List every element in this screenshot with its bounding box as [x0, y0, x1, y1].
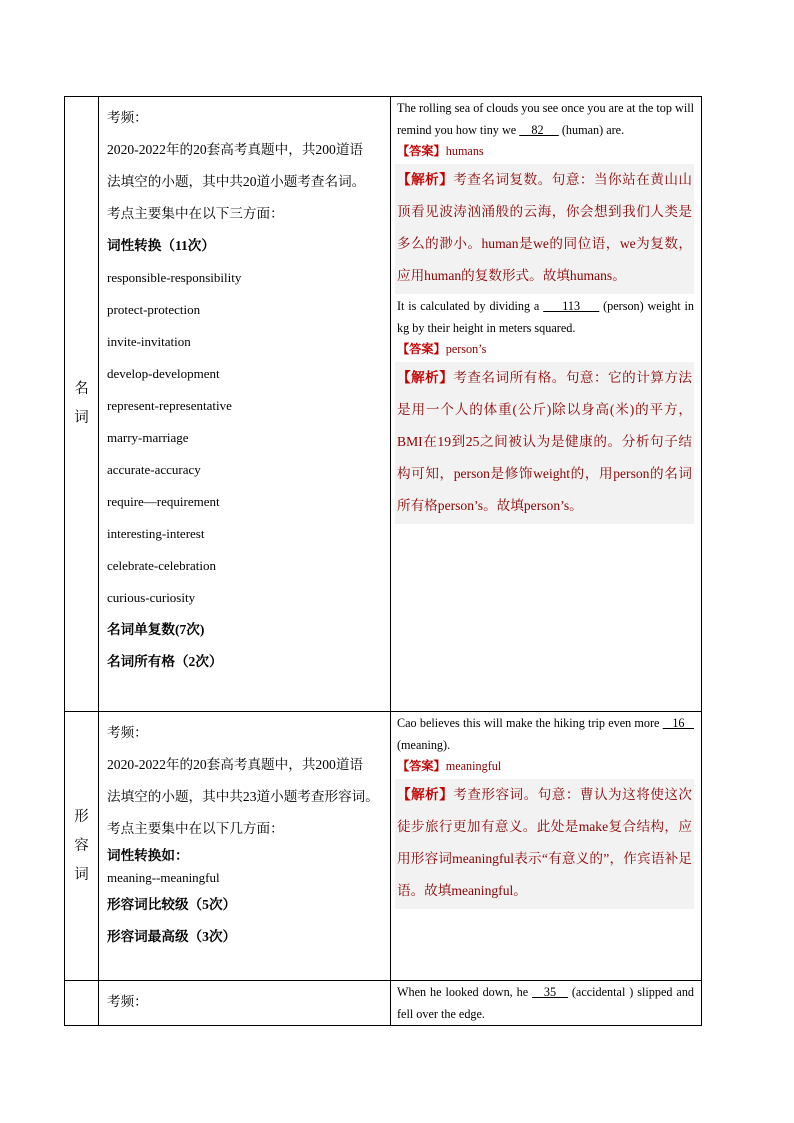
answer-value: person’s [445, 342, 487, 356]
answer-value: meaningful [445, 759, 502, 773]
question-text [397, 98, 694, 141]
question-text [397, 713, 694, 756]
section-row-noun [65, 97, 702, 712]
explanation-tag: 【解析】 [397, 370, 454, 385]
frequency-line: 2020-2022年的20套高考真题中，共200道语 [107, 142, 364, 157]
category-label [65, 803, 98, 890]
answer-line [397, 756, 694, 777]
answer-tag: 【答案】 [397, 144, 446, 158]
question-before: Cao believes this will make the hiking trip even more [397, 716, 663, 730]
question-before: It is calculated by dividing a [397, 299, 544, 313]
frequency-line: 考点主要集中在以下三方面： [107, 206, 284, 221]
category-char: 词 [74, 410, 89, 426]
frequency-line: 2020-2022年的20套高考真题中，共200道语 [107, 757, 364, 772]
answer-blank: 82 [519, 122, 559, 137]
question-after: (meaning). [397, 737, 451, 752]
frequency-line: 法填空的小题，其中共23道小题考查形容词。 [107, 789, 379, 804]
explanation-box [395, 362, 694, 524]
category-cell [65, 97, 99, 712]
subtopic-heading: 词性转换（11次） [107, 238, 215, 253]
subtopic-heading: 形容词比较级（5次） [107, 897, 237, 912]
category-char: 容 [74, 837, 89, 854]
frequency-line: celebrate-celebration [107, 558, 216, 573]
frequency-line: 考频： [107, 110, 148, 125]
frequency-line: meaning--meaningful [107, 870, 220, 885]
frequency-line: protect-protection [107, 302, 201, 317]
frequency-line: interesting-interest [107, 526, 205, 541]
subtopic-heading: 名词单复数(7次) [107, 622, 205, 637]
examples-cell [391, 712, 702, 981]
examples-cell [391, 97, 702, 712]
frequency-line: 考点主要集中在以下几方面： [107, 821, 284, 836]
frequency-line: responsible-responsibility [107, 270, 242, 285]
question-after: (accidental ) slipped and fell over the edge. [397, 985, 695, 1021]
explanation-text: 考查名词所有格。句意：它的计算方法是用一个人的体重(公斤)除以身高(米)的平方，BMI在19到25之间被认为是健康的。分析句子结构可知，person是修饰weight的，用person的名词所有格person’s。故填person’s。 [397, 370, 692, 513]
answer-value: humans [445, 144, 484, 158]
examples-cell [391, 981, 702, 1026]
frequency-line: 考频： [107, 994, 148, 1009]
frequency-cell [99, 712, 391, 981]
frequency-line: curious-curiosity [107, 590, 196, 605]
frequency-cell [99, 97, 391, 712]
frequency-line: marry-marriage [107, 430, 189, 445]
answer-blank: 113 [543, 299, 600, 313]
category-cell [65, 981, 99, 1026]
answer-tag: 【答案】 [397, 759, 446, 773]
frequency-line: represent-representative [107, 398, 232, 413]
exam-table [64, 96, 702, 1026]
explanation-box [395, 164, 694, 294]
subtopic-heading: 名词所有格（2次） [107, 654, 223, 669]
question-text [397, 982, 694, 1025]
category-cell [65, 712, 99, 981]
category-char: 形 [74, 808, 89, 825]
question-before: The rolling sea of clouds you see once you are at the top will remind you how tiny we [397, 101, 694, 137]
subtopic-heading: 词性转换如： [107, 848, 189, 863]
frequency-line: 法填空的小题，其中共20道小题考查名词。 [107, 174, 366, 189]
section-row-adverb [65, 981, 702, 1026]
explanation-text: 考查名词复数。句意：当你站在黄山山顶看见波涛汹涌般的云海，你会想到我们人类是多么的渺小。human是we的同位语，we为复数，应用human的复数形式。故填humans。 [397, 172, 692, 283]
explanation-text: 考查形容词。句意：曹认为这将使这次徒步旅行更加有意义。此处是make复合结构，应用形容词meaningful表示“有意义的”，作宾语补足语。故填meaningful。 [397, 787, 692, 898]
answer-tag: 【答案】 [397, 342, 446, 356]
question-before: When he looked down, he [397, 985, 533, 999]
question-text [397, 296, 694, 339]
explanation-tag: 【解析】 [397, 787, 454, 802]
category-label [65, 375, 98, 433]
question-after: (person) weight in kg by their height in meters squared. [397, 299, 694, 335]
section-row-adjective [65, 712, 702, 981]
category-char: 名 [74, 381, 89, 397]
answer-line [397, 141, 694, 162]
answer-blank: 35 [532, 985, 568, 999]
frequency-line: 考频： [107, 725, 148, 740]
frequency-cell [99, 981, 391, 1026]
subtopic-heading: 形容词最高级（3次） [107, 929, 237, 944]
category-char: 词 [74, 866, 89, 883]
frequency-line: develop-development [107, 366, 220, 381]
explanation-box [395, 779, 694, 909]
frequency-line: accurate-accuracy [107, 462, 201, 477]
answer-blank: 16 [662, 716, 694, 730]
frequency-line: require—requirement [107, 494, 220, 509]
question-after: (human) are. [558, 122, 625, 137]
answer-line [397, 339, 694, 360]
frequency-line: invite-invitation [107, 334, 191, 349]
explanation-tag: 【解析】 [397, 172, 454, 187]
